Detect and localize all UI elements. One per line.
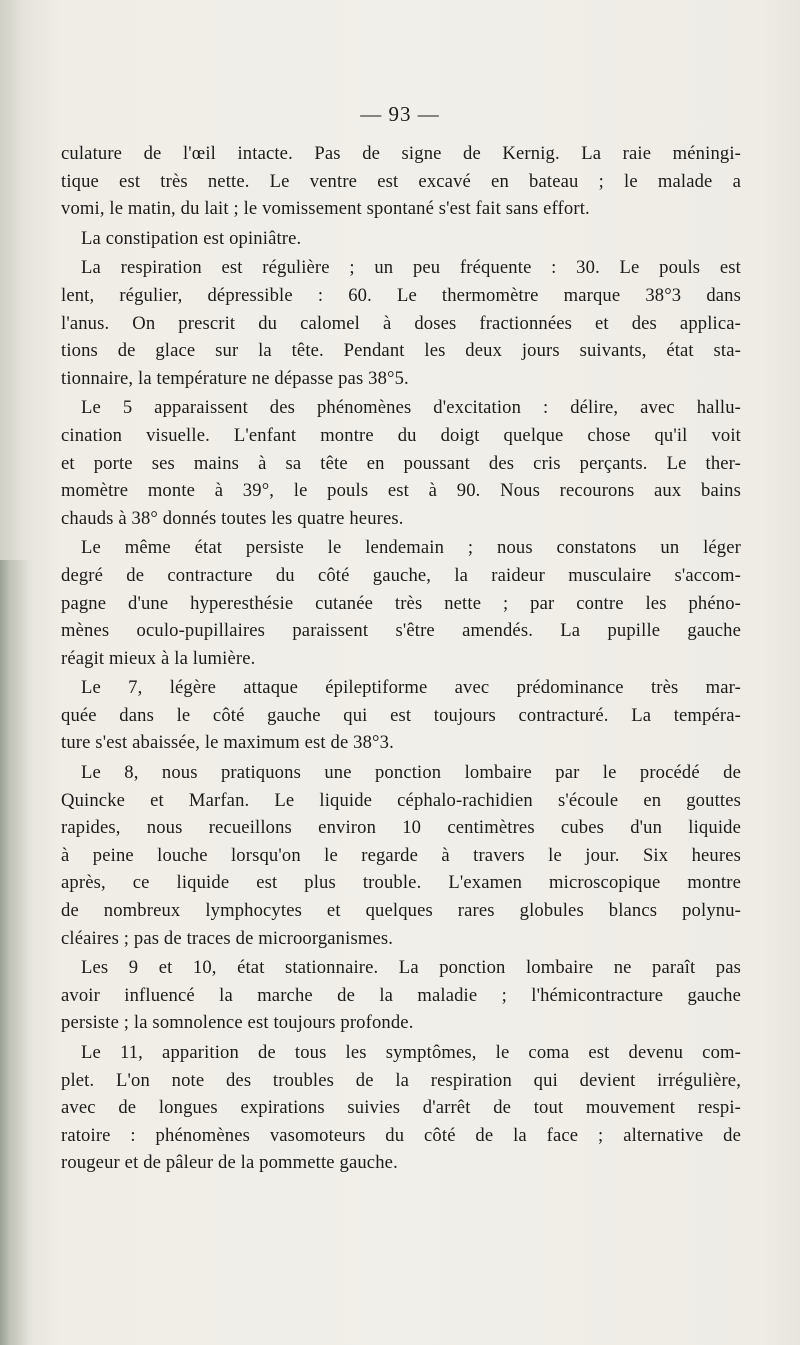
text-line: Le même état persiste le lendemain ; nous constatons un léger (81, 537, 741, 559)
text-line: après, ce liquide est plus trouble. L'examen microscopique montre (61, 872, 741, 894)
text-line: vomi, le matin, du lait ; le vomissement spontané s'est fait sans effort. (61, 198, 590, 220)
paragraph (61, 1039, 741, 1177)
text-line: pagne d'une hyperesthésie cutanée très nette ; par contre les phéno- (61, 592, 741, 614)
text-line: de nombreux lymphocytes et quelques rares globules blancs polynu- (61, 900, 741, 922)
text-line: Le 8, nous pratiquons une ponction lombaire par le procédé de (81, 762, 741, 784)
text-line: réagit mieux à la lumière. (61, 647, 256, 669)
paragraph (61, 954, 741, 1037)
text-line: tionnaire, la température ne dépasse pas 38°5. (61, 367, 409, 389)
text-line: ratoire : phénomènes vasomoteurs du côté de la face ; alternative de (61, 1124, 741, 1146)
text-line: degré de contracture du côté gauche, la raideur musculaire s'accom- (61, 564, 741, 586)
paragraph (61, 534, 741, 672)
paragraph (61, 759, 741, 952)
text-line: Quincke et Marfan. Le liquide céphalo-rachidien s'écoule en gouttes (61, 789, 741, 811)
paragraph (61, 674, 741, 757)
text-line: tions de glace sur la tête. Pendant les deux jours suivants, état sta- (61, 340, 741, 362)
text-line: plet. L'on note des troubles de la respiration qui devient irrégulière, (61, 1069, 741, 1091)
text-line: avec de longues expirations suivies d'arrêt de tout mouvement respi- (61, 1097, 741, 1119)
text-line: culature de l'œil intacte. Pas de signe de Kernig. La raie méningi- (61, 143, 741, 164)
text-line: chauds à 38° donnés toutes les quatre heures. (61, 507, 404, 529)
text-line: Le 7, légère attaque épileptiforme avec prédominance très mar- (81, 677, 741, 699)
text-line: cination visuelle. L'enfant montre du doigt quelque chose qu'il voit (61, 424, 741, 446)
paragraph (61, 140, 741, 223)
text-line: La respiration est régulière ; un peu fréquente : 30. Le pouls est (81, 257, 741, 279)
paragraph (61, 394, 741, 532)
text-line: quée dans le côté gauche qui est toujours contracturé. La tempéra- (61, 704, 741, 726)
text-line: Le 11, apparition de tous les symptômes, le coma est devenu com- (81, 1042, 741, 1063)
text-line: lent, régulier, dépressible : 60. Le thermomètre marque 38°3 dans (61, 284, 741, 306)
text-line: persiste ; la somnolence est toujours profonde. (61, 1012, 414, 1034)
page-edge-shadow (0, 560, 30, 1345)
text-line: cléaires ; pas de traces de microorganismes. (61, 927, 394, 949)
paragraph (61, 254, 741, 392)
text-line: rougeur et de pâleur de la pommette gauche. (61, 1152, 398, 1174)
text-line: La constipation est opiniâtre. (81, 227, 302, 249)
text-line: mènes oculo-pupillaires paraissent s'être amendés. La pupille gauche (61, 620, 741, 642)
text-line: à peine louche lorsqu'on le regarde à travers le jour. Six heures (61, 844, 741, 866)
body-text (61, 140, 741, 1177)
text-line: ture s'est abaissée, le maximum est de 38°3. (61, 732, 394, 754)
text-line: rapides, nous recueillons environ 10 centimètres cubes d'un liquide (61, 817, 741, 839)
text-line: Les 9 et 10, état stationnaire. La ponction lombaire ne paraît pas (81, 957, 741, 979)
text-line: avoir influencé la marche de la maladie ; l'hémicontracture gauche (61, 984, 741, 1006)
text-line: l'anus. On prescrit du calomel à doses fractionnées et des applica- (61, 312, 741, 334)
paragraph (61, 225, 741, 253)
text-line: tique est très nette. Le ventre est excavé en bateau ; le malade a (61, 170, 741, 192)
text-line: Le 5 apparaissent des phénomènes d'excitation : délire, avec hallu- (81, 397, 741, 419)
text-line: momètre monte à 39°, le pouls est à 90. Nous recourons aux bains (61, 480, 741, 502)
text-line: et porte ses mains à sa tête en poussant des cris perçants. Le ther- (61, 452, 741, 474)
page-number: — 93 — (360, 102, 440, 126)
